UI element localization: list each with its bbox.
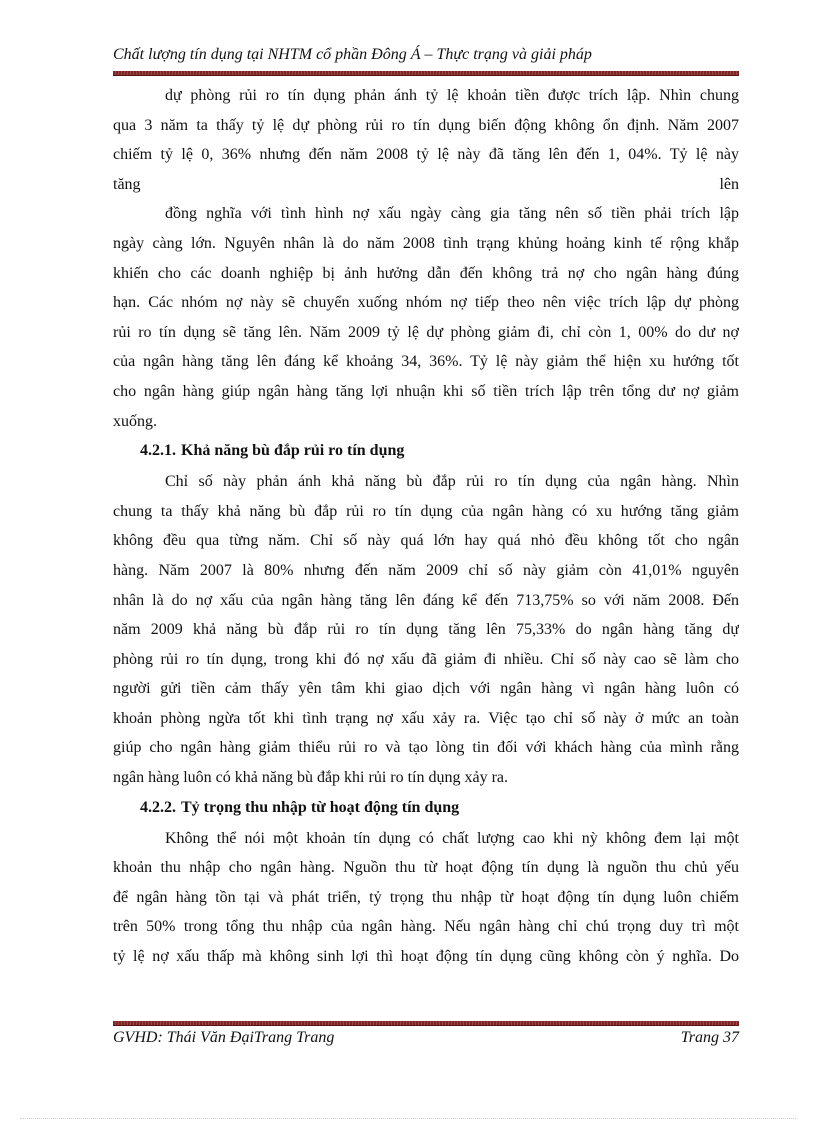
- text-line: ngày càng lớn. Nguyên nhân là do năm 2008 tình trạng khủng hoảng kinh tế rộng khắp: [113, 234, 739, 252]
- footer-rule: [113, 1021, 739, 1026]
- text-line: khiến cho các doanh nghiệp bị ảnh hưởng dẫn đến không trả nợ cho ngân hàng đúng: [113, 264, 739, 282]
- section-title: Khả năng bù đắp rủi ro tín dụng: [181, 442, 405, 460]
- text-line: khoản thu nhập cho ngân hàng. Nguồn thu từ hoạt động tín dụng là nguồn thu chủ yếu: [113, 859, 739, 877]
- paragraph-2: [113, 202, 739, 439]
- text-line: không đều qua từng năm. Chỉ số này quá lớn hay quá nhỏ đều không tốt cho ngân: [113, 532, 739, 550]
- text-line: xuống.: [113, 412, 157, 430]
- text-line: ngân hàng luôn có khả năng bù đắp khi rủi ro tín dụng xảy ra.: [113, 769, 509, 787]
- footer-advisor: GVHD: Thái Văn ĐạiTrang Trang: [113, 1029, 335, 1046]
- paragraph-4: [113, 827, 739, 975]
- text-line: qua 3 năm ta thấy tỷ lệ dự phòng rủi ro tín dụng biến động không ổn định. Năm 2007: [113, 116, 739, 134]
- header-rule: [113, 71, 739, 76]
- text-line: nhân là do nợ xấu của ngân hàng tăng lên đáng kể đến 713,75% so với năm 2008. Đến: [113, 591, 739, 609]
- text-line: hàng. Năm 2007 là 80% nhưng đến năm 2009 chỉ số này giảm còn 41,01% nguyên: [113, 561, 739, 579]
- paragraph-1: [113, 84, 739, 202]
- text-line: chiếm tỷ lệ 0, 36% nhưng đến năm 2008 tỷ lệ này đã tăng lên đến 1, 04%. Tỷ lệ này: [113, 146, 739, 164]
- text-line: năm 2009 khả năng bù đắp rủi ro tín dụng tăng lên 75,33% do ngân hàng tăng dự: [113, 621, 739, 639]
- text-line: đồng nghĩa với tình hình nợ xấu ngày càng gia tăng nên số tiền phải trích lập: [165, 205, 739, 223]
- text-line: người gửi tiền cảm thấy yên tâm khi giao dịch với ngân hàng vì ngân hàng luôn có: [113, 680, 739, 698]
- section-number: 4.2.2.: [140, 798, 176, 816]
- text-line: chung ta thấy khả năng bù đắp rủi ro tín dụng của ngân hàng có xu hướng tăng giảm: [113, 502, 739, 520]
- text-line: giúp cho ngân hàng giảm thiểu rủi ro và tạo lòng tin đối với khách hàng của mình rằng: [113, 739, 739, 757]
- text-line: khoản phòng ngừa tốt khi tình trạng nợ xấu xảy ra. Việc tạo chỉ số này ở mức an toàn: [113, 709, 739, 727]
- paragraph-3: [113, 470, 739, 796]
- document-body: [113, 84, 739, 975]
- text-line: phòng rủi ro tín dụng, trong khi đó nợ xấu đã giảm đi nhiều. Chỉ số này cao sẽ làm cho: [113, 650, 739, 668]
- running-header: Chất lượng tín dụng tại NHTM cổ phần Đông Á – Thực trạng và giải pháp: [113, 46, 592, 63]
- section-heading-4-2-2: [113, 796, 739, 827]
- text-line: dự phòng rủi ro tín dụng phản ánh tỷ lệ khoản tiền được trích lập. Nhìn chung: [165, 87, 739, 104]
- text-line: Không thể nói một khoản tín dụng có chất lượng cao khi nỳ không đem lại một: [165, 829, 739, 847]
- text-line: tăng lên: [113, 175, 739, 193]
- text-line: của ngân hàng tăng lên đáng kể khoảng 34, 36%. Tỷ lệ này giảm thể hiện xu hướng tốt: [113, 353, 739, 371]
- section-number: 4.2.1.: [140, 442, 176, 460]
- text-line: hạn. Các nhóm nợ này sẽ chuyển xuống nhóm nợ tiếp theo nên việc trích lập dự phòng: [113, 294, 739, 312]
- text-line: tỷ lệ nợ xấu thấp mà không sinh lợi thì hoạt động tín dụng cũng không còn ý nghĩa. Do: [113, 948, 739, 966]
- section-heading-4-2-1: [113, 439, 739, 470]
- text-line: rủi ro tín dụng sẽ tăng lên. Năm 2009 tỷ lệ dự phòng giảm đi, chỉ còn 1, 00% do dư nợ: [113, 323, 739, 341]
- text-line: Chỉ số này phản ánh khả năng bù đắp rủi ro tín dụng của ngân hàng. Nhìn: [165, 473, 739, 491]
- text-line: trên 50% trong tổng thu nhập của ngân hàng. Nếu ngân hàng chỉ chú trọng duy trì một: [113, 918, 739, 936]
- page-footer: [113, 1029, 739, 1047]
- text-line: cho ngân hàng giúp ngân hàng tăng lợi nhuận khi số tiền trích lập trên tổng dư nợ giảm: [113, 382, 739, 400]
- section-title: Tỷ trọng thu nhập từ hoạt động tín dụng: [181, 798, 460, 816]
- text-line: để ngân hàng tồn tại và phát triển, tỷ trọng thu nhập từ hoạt động tín dụng luôn chiếm: [113, 888, 739, 906]
- page-boundary: [20, 1118, 796, 1119]
- page-number: Trang 37: [680, 1029, 739, 1046]
